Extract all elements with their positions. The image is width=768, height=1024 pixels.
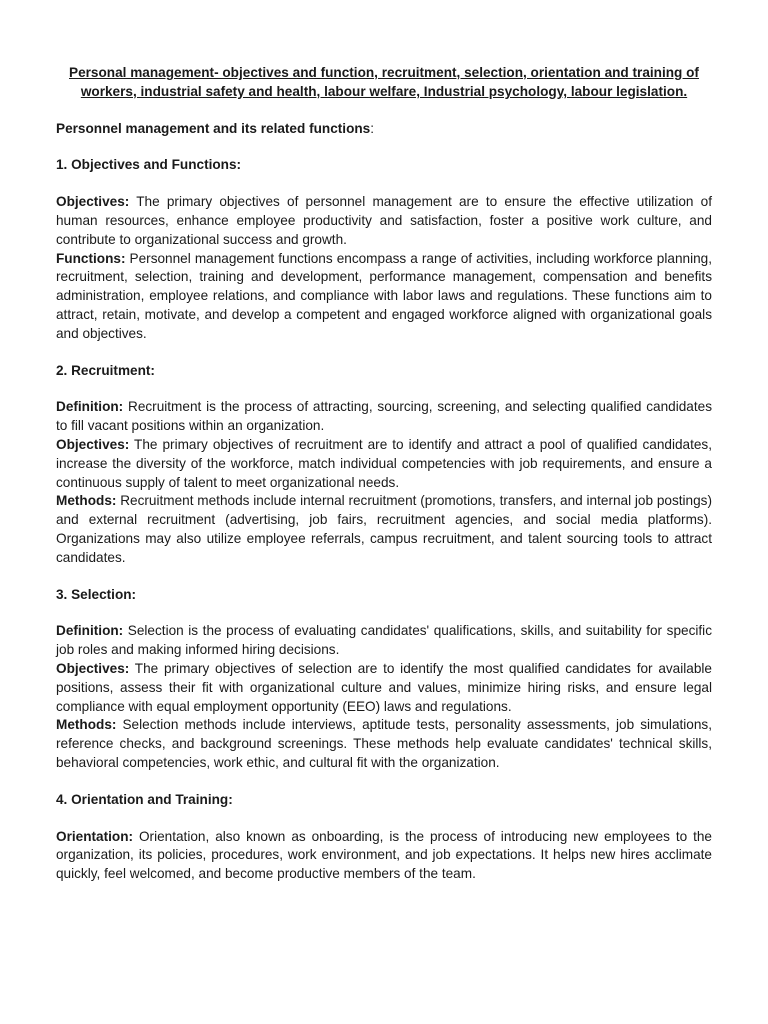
paragraph xyxy=(56,716,712,772)
subtitle-text: Personnel management and its related functions xyxy=(56,120,371,136)
section-heading: 2. Recruitment: xyxy=(56,362,155,378)
paragraph-term: Objectives: xyxy=(56,194,130,210)
section-objectives-functions xyxy=(56,156,712,343)
section-heading: 1. Objectives and Functions: xyxy=(56,157,242,173)
paragraph-term: Objectives: xyxy=(56,436,130,452)
paragraph-text: The primary objectives of selection are to identify the most qualified candidates for available positions, assess their fit with organizational culture and values, minimize hiring risks, and ensure legal compliance with equal employment opportunity (EEO) laws and regulations. xyxy=(56,660,712,714)
paragraph-term: Orientation: xyxy=(56,828,134,844)
subtitle-colon: : xyxy=(370,120,375,136)
paragraph xyxy=(56,398,712,436)
paragraph xyxy=(56,622,712,660)
paragraph-text: Personnel management functions encompass a range of activities, including workforce planning, recruitment, selection, training and development, performance management, compensation and benefits administration, employee relations, and compliance with labor laws and regulations. These functions aim to attract, retain, motivate, and develop a competent and engaged workforce aligned with organizational goals and objectives. xyxy=(56,250,712,341)
paragraph-term: Definition: xyxy=(56,623,124,639)
paragraph xyxy=(56,828,712,884)
paragraph-term: Objectives: xyxy=(56,660,130,676)
paragraph-term: Definition: xyxy=(56,399,124,415)
paragraph xyxy=(56,250,712,344)
section-heading: 4. Orientation and Training: xyxy=(56,791,233,807)
paragraph-text: Selection methods include interviews, aptitude tests, personality assessments, job simulations, reference checks, and background screenings. These methods help evaluate candidates' technical skills, behavioral competencies, work ethic, and cultural fit with the organization. xyxy=(56,717,712,770)
paragraph-text: Selection is the process of evaluating candidates' qualifications, skills, and suitability for specific job roles and making informed hiring decisions. xyxy=(56,623,712,658)
paragraph xyxy=(56,193,712,249)
document-subtitle xyxy=(56,120,712,139)
paragraph-text: Recruitment methods include internal recruitment (promotions, transfers, and internal job postings) and external recruitment (advertising, job fairs, recruitment agencies, and social media platforms). Organizations may also utilize employee referrals, campus recruitment, and talent sourcing tools to attract candidates. xyxy=(56,493,712,565)
section-body xyxy=(56,398,712,567)
section-recruitment xyxy=(56,362,712,568)
paragraph-text: Recruitment is the process of attracting, sourcing, screening, and selecting qualified candidates to fill vacant positions within an organization. xyxy=(56,399,712,434)
paragraph-text: The primary objectives of personnel management are to ensure the effective utilization of human resources, enhance employee productivity and satisfaction, foster a positive work culture, and contribute to organizational success and growth. xyxy=(56,194,712,247)
paragraph-term: Methods: xyxy=(56,717,117,733)
section-orientation-training xyxy=(56,791,712,884)
document-title: Personal management- objectives and function, recruitment, selection, orientation and training of workers, industrial safety and health, labour welfare, Industrial psychology, labour legislation. xyxy=(69,65,699,99)
section-body xyxy=(56,193,712,343)
section-body xyxy=(56,828,712,884)
paragraph-term: Methods: xyxy=(56,493,117,509)
section-selection xyxy=(56,586,712,773)
paragraph-term: Functions: xyxy=(56,250,126,266)
section-heading: 3. Selection: xyxy=(56,586,137,602)
paragraph xyxy=(56,492,712,567)
paragraph xyxy=(56,436,712,492)
section-body xyxy=(56,622,712,772)
paragraph xyxy=(56,660,712,716)
paragraph-text: Orientation, also known as onboarding, is the process of introducing new employees to the organization, its policies, procedures, work environment, and job expectations. It helps new hires acclimate quickly, feel welcomed, and become productive members of the team. xyxy=(56,828,712,882)
paragraph-text: The primary objectives of recruitment are to identify and attract a pool of qualified candidates, increase the diversity of the workforce, match individual competencies with job requirements, and ensure a continuous supply of talent to meet organizational needs. xyxy=(56,436,712,490)
